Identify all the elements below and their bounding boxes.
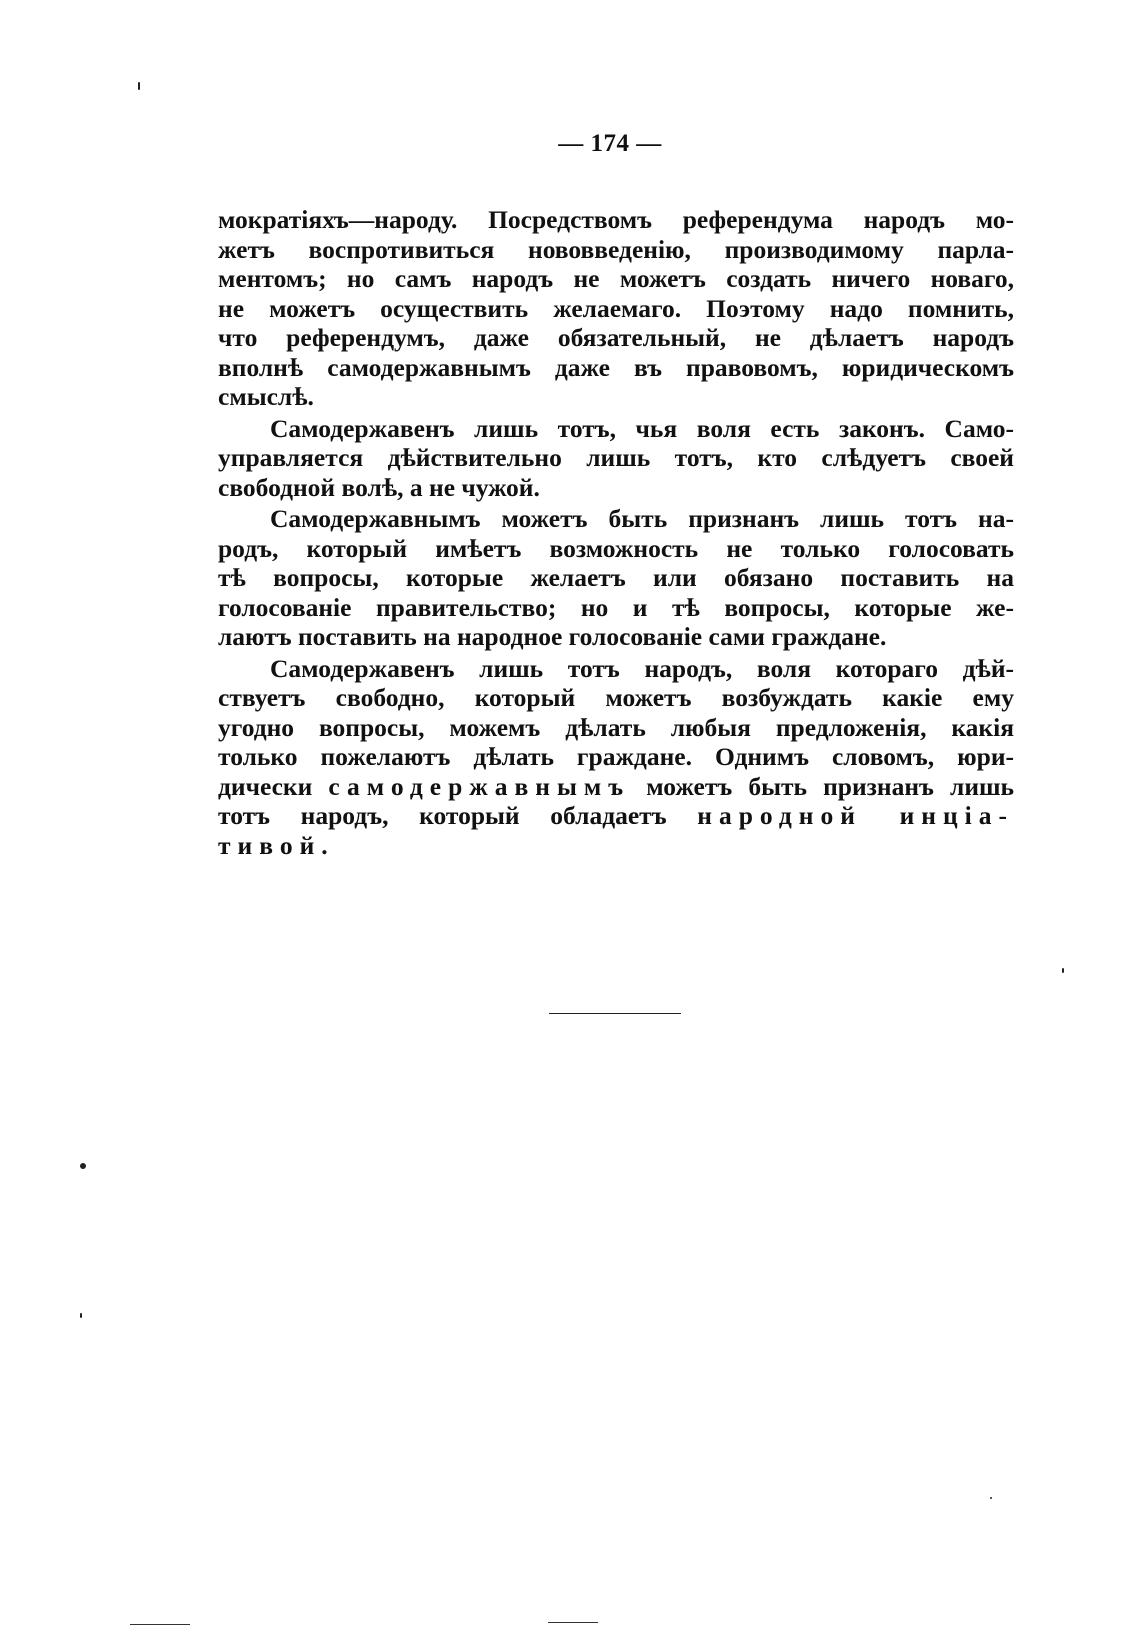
text-line: ствуетъ свободно, который можетъ возбуждать какіе ему	[218, 683, 1014, 712]
emphasized-word: тивой.	[218, 830, 335, 860]
text-run: можетъ быть признанъ лишь	[646, 771, 1015, 801]
text-line: Самодержавенъ лишь тотъ, чья воля есть законъ. Само-	[270, 413, 1014, 443]
scan-speck	[138, 82, 140, 90]
section-end-rule	[549, 1013, 681, 1014]
emphasized-word: самодержавнымъ	[328, 771, 631, 801]
text-line: управляется дѣйствительно лишь тотъ, кто слѣдуетъ своей	[218, 443, 1014, 472]
text-line: что референдумъ, даже обязательный, не дѣлаетъ народъ	[218, 323, 1014, 352]
text-line: Самодержавенъ лишь тотъ народъ, воля котораго дѣй-	[270, 653, 1014, 683]
body-text	[218, 205, 1014, 860]
page-number: — 174 —	[558, 130, 662, 157]
text-line: ментомъ; но самъ народъ не можетъ создать ничего новаго,	[218, 264, 1014, 293]
text-line: мократіяхъ—народу. Посредствомъ референдума народъ мо-	[218, 205, 1014, 234]
scan-speck	[80, 1163, 86, 1169]
emphasized-word: народной инціа-	[697, 801, 1014, 830]
paragraph-2	[218, 414, 1014, 503]
text-run: тотъ народъ, который обладаетъ	[218, 801, 667, 830]
paragraph-4	[218, 654, 1014, 861]
text-run: дически	[218, 771, 313, 801]
scan-edge-rule	[548, 1622, 598, 1623]
paragraph-3	[218, 504, 1014, 652]
text-line: жетъ воспротивиться нововведенію, производимому парла-	[218, 234, 1014, 264]
text-line: вполнѣ самодержавнымъ даже въ правовомъ, юридическомъ	[218, 352, 1014, 382]
scan-edge-rule	[130, 1624, 190, 1625]
text-line: угодно вопросы, можемъ дѣлать любыя предложенія, какія	[218, 712, 1014, 742]
text-line: тѣ вопросы, которые желаетъ или обязано поставить на	[218, 563, 1014, 592]
text-line-mixed	[218, 801, 1014, 831]
text-line-mixed	[218, 772, 1014, 802]
text-line: голосованіе правительство; но и тѣ вопросы, которые же-	[218, 592, 1014, 622]
scan-speck	[80, 1313, 82, 1318]
text-line: родъ, который имѣетъ возможность не только голосовать	[218, 533, 1014, 563]
scan-speck	[990, 1497, 992, 1499]
text-line: свободной волѣ, а не чужой.	[218, 472, 540, 502]
text-line: смыслѣ.	[218, 382, 314, 411]
text-line: лаютъ поставить на народное голосованіе сами граждане.	[218, 622, 887, 651]
text-line: только пожелаютъ дѣлать граждане. Однимъ словомъ, юри-	[218, 742, 1014, 771]
scan-speck	[1062, 968, 1064, 973]
text-line: Самодержавнымъ можетъ быть признанъ лишь тотъ на-	[270, 504, 1014, 533]
paragraph-1	[218, 205, 1014, 412]
text-line: не можетъ осуществить желаемаго. Поэтому надо помнить,	[218, 293, 1014, 323]
